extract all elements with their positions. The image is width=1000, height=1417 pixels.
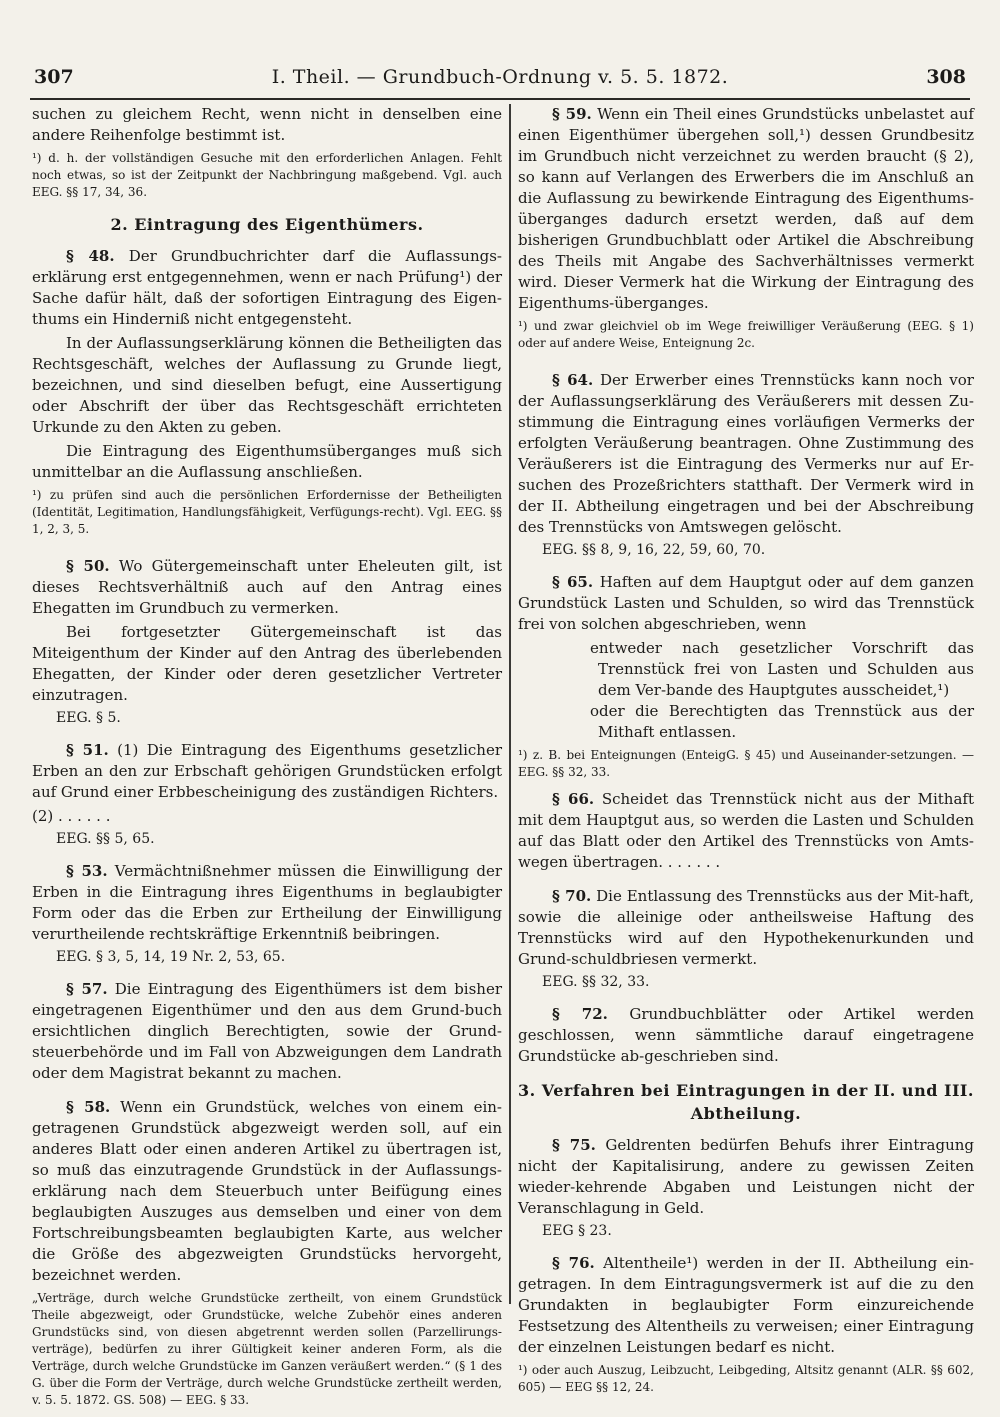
section-number: § 72. <box>552 1005 608 1023</box>
section-number: § 75. <box>552 1136 596 1154</box>
reference: EEG. §§ 5, 65. <box>56 831 155 847</box>
section-text: Wo Gütergemeinschaft unter Eheleuten gilt, ist dieses Rechtsverhältniß auch auf den Antrag eines Ehegatten im Grundbuch zu vermerken. <box>32 557 502 617</box>
running-title: I. Theil. — Grundbuch-Ordnung v. 5. 5. 1872. <box>271 66 729 88</box>
section-heading: 3. Verfahren bei Eintragungen in der II. und III. Abtheilung. <box>518 1081 974 1123</box>
reference: EEG. § 3, 5, 14, 19 Nr. 2, 53, 65. <box>56 949 286 965</box>
section-text: (1) Die Eintragung des Eigenthums gesetzlicher Erben an den zur Erbschaft gehörigen Grundstücken erfolgt auf Grund einer Erbbescheinigung des zuständigen Richters. <box>32 741 502 801</box>
page-header <box>30 60 970 100</box>
section-number: § 48. <box>66 247 115 265</box>
condition-item: entweder nach gesetzlicher Vorschrift das Trennstück frei von Lasten und Schulden aus dem Ver-bande des Hauptgutes ausscheidet,¹) <box>590 639 974 699</box>
section-72 <box>518 1004 974 1067</box>
section-66 <box>518 789 974 873</box>
section-75 <box>518 1135 974 1219</box>
section-text: Haften auf dem Hauptgut oder auf dem ganzen Grundstück Lasten und Schulden, so wird das Trennstück frei von solchen abgeschrieben, wenn <box>518 573 974 633</box>
section-text: Die Entlassung des Trennstücks aus der Mit-haft, sowie die alleinige oder antheilsweise Haftung des Trennstücks wird auf den Hypothekenurkunden und Grund-schuldbriesen vermerkt. <box>518 887 974 968</box>
section-text: Grundbuchblätter oder Artikel werden geschlossen, wenn sämmtliche darauf eingetragene Grundstücke ab-geschrieben sind. <box>518 1005 974 1065</box>
paragraph: Die Eintragung des Eigenthumsüberganges muß sich unmittelbar an die Auflassung anschließen. <box>32 442 502 481</box>
section-text: Die Eintragung des Eigenthümers ist dem bisher eingetragenen Eigenthümer und den aus dem Grund-buch ersichtlichen dinglich Berechtigten, sowie der Grund-steuerbehörde und im Fall von Abzweigungen dem Landrath oder dem Magistrat bekannt zu machen. <box>32 980 502 1082</box>
paragraph: Bei fortgesetzter Gütergemeinschaft ist das Miteigenthum der Kinder auf den Antrag des überlebenden Ehegatten, der Kinder oder deren gesetzlicher Vertreter einzutragen. <box>32 623 502 704</box>
section-number: § 66. <box>552 790 595 808</box>
section-59 <box>518 104 974 314</box>
section-65 <box>518 572 974 635</box>
footnote: „Verträge, durch welche Grundstücke zertheilt, von einem Grundstück Theile abgezweigt, oder Grundstücke, welche Zubehör eines anderen Grundstücks sind, von diesen abgetrennt werden sollen (Parzellirungs-verträge), bedürfen zu ihrer Gültigkeit keiner anderen Form, als die Verträge, durch welche Grundstücke im Ganzen veräußert werden.“ (§ 1 des G. über die Form der Verträge, durch welche Grundstücke zertheilt werden, v. 5. 5. 1872. GS. 508) — EEG. § 33. <box>32 1291 502 1407</box>
section-number: § 57. <box>66 980 108 998</box>
section-number: § 53. <box>66 862 108 880</box>
reference: EEG. § 5. <box>56 710 121 726</box>
section-58 <box>32 1097 502 1286</box>
section-heading: 2. Eintragung des Eigenthümers. <box>110 215 424 234</box>
continued-text: suchen zu gleichem Recht, wenn nicht in denselben eine andere Reihenfolge bestimmt ist. <box>32 105 502 144</box>
section-text: Der Erwerber eines Trennstücks kann noch vor der Auflassungserklärung des Veräußerers mit dessen Zu-stimmung die Eintragung eines vorläufigen Vermerks der erfolgten Veräußerung beantragen. Ohne Zustimmung des Veräußerers ist die Eintragung des Vermerks nur auf Er-suchen des Prozeßrichters statthaft. Der Vermerk wird in der II. Abtheilung eingetragen und bei der Abschreibung des Trennstücks von Amtswegen gelöscht. <box>518 371 974 536</box>
section-51 <box>32 740 502 803</box>
section-number: § 70. <box>552 887 592 905</box>
section-number: § 50. <box>66 557 110 575</box>
right-column <box>518 104 974 1404</box>
section-57 <box>32 979 502 1084</box>
footnote: ¹) z. B. bei Enteignungen (EnteigG. § 45) und Auseinander-setzungen. — EEG. §§ 32, 33. <box>518 748 974 779</box>
section-text: Wenn ein Grundstück, welches von einem ein-getragenen Grundstück abgezweigt werden soll, auf ein anderes Blatt oder einen anderen Artikel zu übertragen ist, so muß das einzutragende Grundstück in der Auflassungs-erklärung nach dem Steuerbuch unter Beifügung eines beglaubigten Auszuges aus demselben und einer von dem Fortschreibungsbeamten beglaubigten Karte, aus welcher die Größe des abgezweigten Grundstücks hervorgeht, bezeichnet werden. <box>32 1098 502 1284</box>
section-76 <box>518 1253 974 1358</box>
section-text: Scheidet das Trennstück nicht aus der Mithaft mit dem Hauptgut aus, so werden die Lasten und Schulden auf das Blatt oder den Artikel des Trennstücks von Amts-wegen übertragen. . . . . . . <box>518 790 974 871</box>
section-text: Der Grundbuchrichter darf die Auflassungs-erklärung erst entgegennehmen, wenn er nach Prüfung¹) der Sache dafür hält, daß der sofortigen Eintragung des Eigen-thums ein Hinderniß nicht entgegensteht. <box>32 247 502 328</box>
footnote: ¹) zu prüfen sind auch die persönlichen Erfordernisse der Betheiligten (Identität, Legitimation, Handlungsfähigkeit, Verfügungs-recht). Vgl. EEG. §§ 1, 2, 3, 5. <box>32 488 502 536</box>
left-column <box>32 104 502 1417</box>
left-page-number: 307 <box>34 66 74 88</box>
section-number: § 59. <box>552 105 592 123</box>
footnote: ¹) d. h. der vollständigen Gesuche mit den erforderlichen Anlagen. Fehlt noch etwas, so ist der Zeitpunkt der Nachbringung maßgebend. Vgl. auch EEG. §§ 17, 34, 36. <box>32 151 502 199</box>
section-64 <box>518 370 974 538</box>
section-text: Vermächtnißnehmer müssen die Einwilligung der Erben in die Eintragung ihres Eigenthums in beglaubigter Form oder das die Erben zur Ertheilung der Einwilligung verurtheilende rechtskräftige Erkenntniß beibringen. <box>32 862 502 943</box>
reference: EEG. §§ 8, 9, 16, 22, 59, 60, 70. <box>542 542 766 558</box>
section-number: § 58. <box>66 1098 111 1116</box>
section-number: § 51. <box>66 741 109 759</box>
section-number: § 76. <box>552 1254 595 1272</box>
reference: EEG § 23. <box>542 1223 612 1239</box>
section-70 <box>518 886 974 970</box>
right-page-number: 308 <box>926 66 966 88</box>
paragraph: (2) . . . . . . <box>32 807 111 825</box>
section-text: Geldrenten bedürfen Behufs ihrer Eintragung nicht der Kapitalisirung, andere zu gewissen Zeiten wieder-kehrende Abgaben und Leistungen nicht der Veranschlagung in Geld. <box>518 1136 974 1217</box>
section-53 <box>32 861 502 945</box>
footnote: ¹) oder auch Auszug, Leibzucht, Leibgeding, Altsitz genannt (ALR. §§ 602, 605) — EEG §§ 12, 24. <box>518 1363 974 1394</box>
condition-item: oder die Berechtigten das Trennstück aus der Mithaft entlassen. <box>590 702 974 741</box>
section-text: Altentheile¹) werden in der II. Abtheilung ein-getragen. In dem Eintragungsvermerk ist auf die zu den Grundakten in beglaubigter Form einzureichende Festsetzung des Altentheils zu verweisen; einer Eintragung der einzelnen Leistungen bedarf es nicht. <box>518 1254 974 1356</box>
section-number: § 65. <box>552 573 594 591</box>
section-text: Wenn ein Theil eines Grundstücks unbelastet auf einen Eigenthümer übergehen soll,¹) dessen Grundbesitz im Grundbuch nicht verzeichnet zu werden braucht (§ 2), so kann auf Verlangen des Erwerbers die im Anschluß an die Auflassung zu bewirkende Eintragung des Eigenthums-überganges dadurch ersetzt werden, daß auf dem bisherigen Grundbuchblatt oder Artikel die Abschreibung des Theils mit Angabe des Sachverhältnisses vermerkt wird. Dieser Vermerk hat die Wirkung der Eintragung des Eigenthums-überganges. <box>518 105 974 312</box>
reference: EEG. §§ 32, 33. <box>542 974 650 990</box>
paragraph: In der Auflassungserklärung können die Betheiligten das Rechtsgeschäft, welches der Auflassung zu Grunde liegt, bezeichnen, und sind dieselben befugt, eine Aussertigung oder Abschrift der über das Rechtsgeschäft errichteten Urkunde zu den Akten zu geben. <box>32 334 502 436</box>
section-number: § 64. <box>552 371 594 389</box>
column-divider <box>509 104 511 1304</box>
section-50 <box>32 556 502 619</box>
footnote: ¹) und zwar gleichviel ob im Wege freiwilliger Veräußerung (EEG. § 1) oder auf andere Weise, Enteignung 2c. <box>518 319 974 350</box>
section-48 <box>32 246 502 330</box>
